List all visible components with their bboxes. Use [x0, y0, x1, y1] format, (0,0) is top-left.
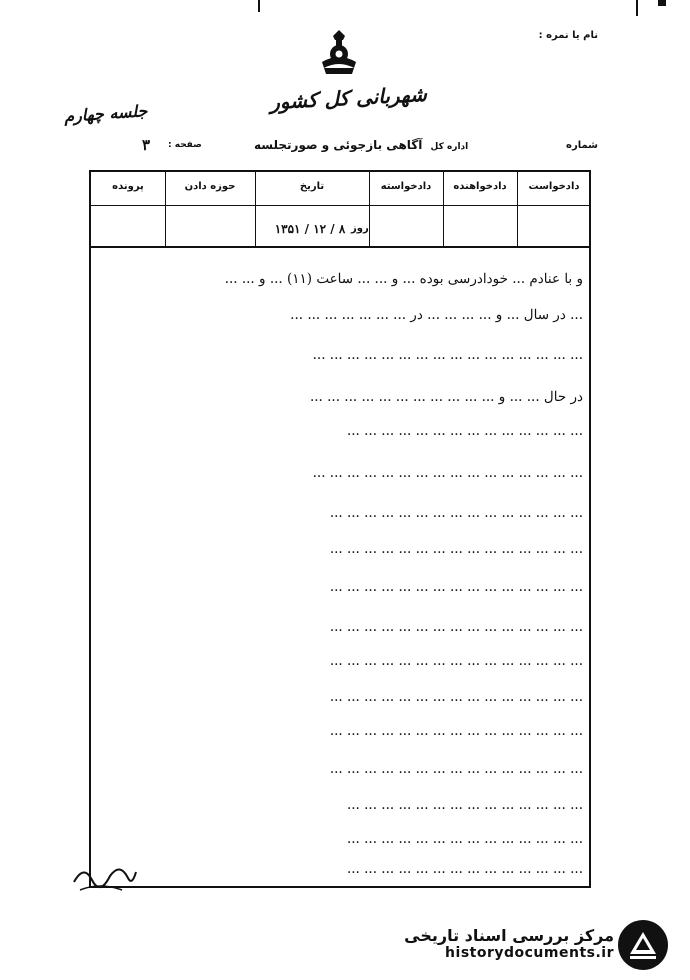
- subject-text: آگاهی بازجوئی و صورتجلسه: [254, 138, 423, 152]
- page-label: صفحه :: [168, 140, 202, 150]
- letter-line: ... ... ... ... ... ... ... ... ... ... ... ... ... ...: [346, 797, 583, 813]
- archive-website: historydocuments.ir: [445, 945, 614, 961]
- stray-mark: [636, 0, 638, 16]
- letter-line: ... ... ... ... ... ... ... ... ... ... ... ... ... ...: [346, 831, 583, 847]
- lion-and-sun-emblem-icon: [316, 28, 362, 76]
- letter-line: ... ... ... ... ... ... ... ... ... ... ... ... ... ... ...: [329, 541, 583, 557]
- column-header-petitioner: دادخواهنده: [453, 181, 507, 192]
- letter-line: ... ... ... ... ... ... ... ... ... ... ... ... ... ... ...: [329, 505, 583, 521]
- letter-line: ... ... ... ... ... ... ... ... ... ... ... ... ... ... ...: [329, 761, 583, 777]
- name-field-label: نام یا نمره :: [538, 30, 598, 41]
- column-header-date: تاریخ: [299, 181, 325, 192]
- letter-line: ... ... ... ... ... ... ... ... ... ... ... ... ... ... ...: [329, 619, 583, 635]
- column-header-petition: دادخواست: [528, 181, 580, 192]
- letter-line: ... ... ... ... ... ... ... ... ... ... ... ... ... ... ...: [329, 579, 583, 595]
- letter-line: ... ... ... ... ... ... ... ... ... ... ... ... ... ... ...: [329, 653, 583, 669]
- letter-line: و با عنادم ... خودادرسی بوده ... و ... ... ساعت (۱۱) ... و ... ...: [224, 271, 583, 287]
- document-number-label: شماره: [566, 140, 598, 151]
- column-header-file: پرونده: [112, 181, 144, 192]
- day-label: روز: [351, 223, 369, 234]
- form-header-table: [89, 170, 591, 248]
- subject-prefix: اداره کل: [430, 142, 469, 152]
- letter-line: ... ... ... ... ... ... ... ... ... ... ... ... ... ...: [346, 423, 583, 439]
- archive-logo-icon: [616, 918, 670, 972]
- letter-line: ... ... ... ... ... ... ... ... ... ... ... ... ... ... ...: [329, 723, 583, 739]
- page-number: ۳: [142, 136, 151, 154]
- org-title: شهربانی کل کشور: [269, 81, 428, 115]
- letter-line: در حال ... ... و ... ... ... ... ... ... ... ... ... ... ...: [309, 389, 583, 405]
- stray-mark: [258, 0, 260, 12]
- column-header-district: حوزه دادن: [184, 181, 236, 192]
- date-value: ۱۳۵۱ / ۱۲ / ۸: [274, 222, 346, 236]
- column-header-respondent: دادخواسته: [380, 181, 432, 192]
- letter-line: ... ... ... ... ... ... ... ... ... ... ... ... ... ... ... ...: [312, 465, 583, 481]
- letter-line: ... ... ... ... ... ... ... ... ... ... ... ... ... ...: [346, 861, 583, 877]
- stray-mark: [658, 0, 666, 6]
- letter-line: ... ... ... ... ... ... ... ... ... ... ... ... ... ... ...: [329, 689, 583, 705]
- footer-branding: [404, 926, 614, 961]
- handwritten-letter-body: [89, 248, 591, 888]
- table-header-rule: [91, 205, 589, 206]
- letter-line: ... ... ... ... ... ... ... ... ... ... ... ... ... ... ... ...: [312, 347, 583, 363]
- letter-line: ... در سال ... و ... ... ... ... در ... ... ... ... ... ... ...: [290, 307, 583, 323]
- session-label: جلسه چهارم: [63, 101, 148, 126]
- archive-center-name: مرکز بررسی اسناد تاریخی: [404, 926, 614, 945]
- signature-scribble: [70, 852, 140, 896]
- subject-line: [254, 138, 468, 152]
